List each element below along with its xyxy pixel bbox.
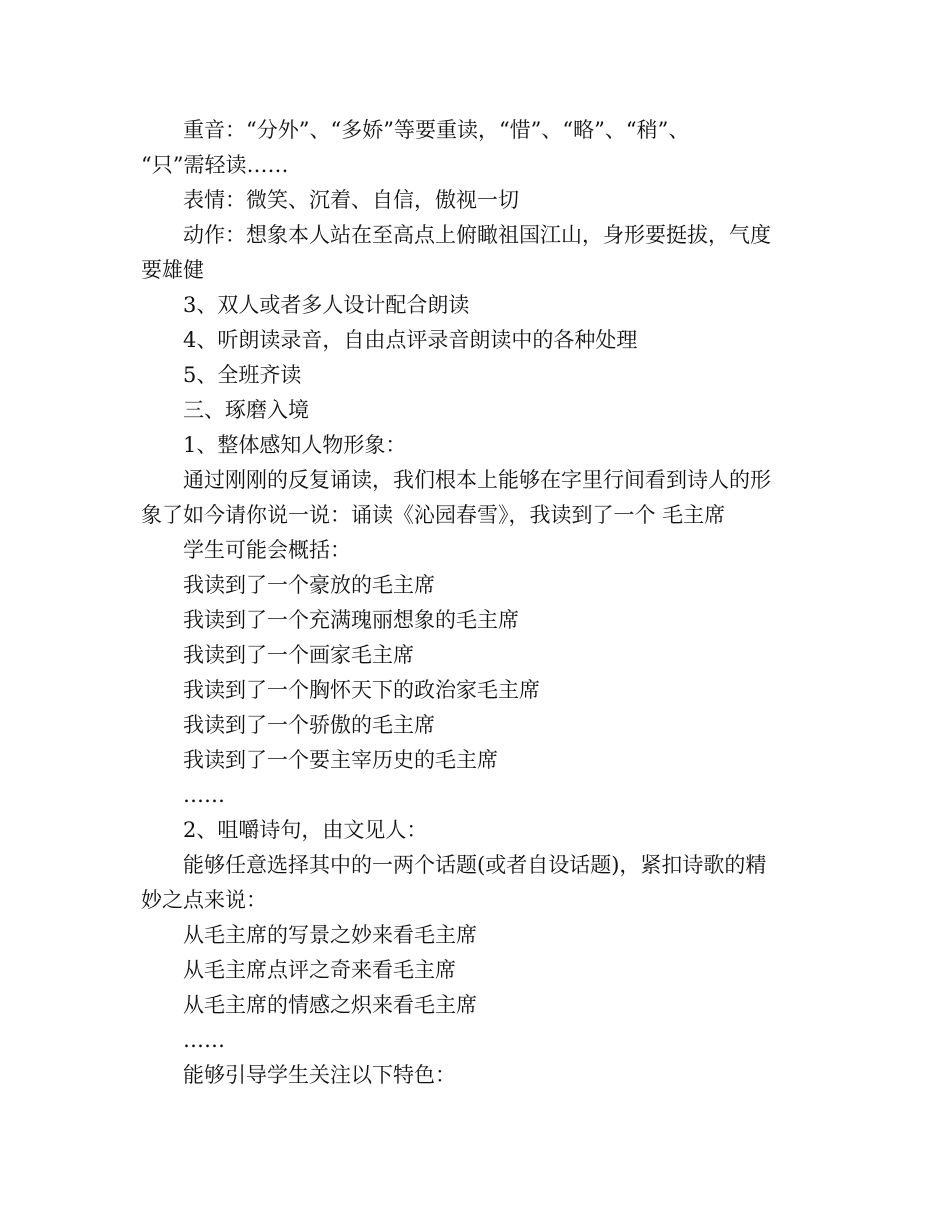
list-item: 我读到了一个画家毛主席: [183, 643, 414, 667]
text-line: 学生可能会概括：: [183, 538, 351, 562]
text-line: 3、双人或者多人设计配合朗读: [183, 293, 470, 317]
text-line: 要雄健: [141, 258, 204, 282]
list-item: 从毛主席的情感之炽来看毛主席: [183, 993, 477, 1017]
subsection-heading: 1、整体感知人物形象：: [183, 433, 407, 457]
text-line: 象了如今请你说一说：诵读《沁园春雪》，我读到了一个 毛主席: [141, 503, 726, 527]
list-item: 我读到了一个骄傲的毛主席: [183, 713, 435, 737]
text-line: 5、全班齐读: [183, 363, 302, 387]
list-item: 我读到了一个要主宰历史的毛主席: [183, 748, 498, 772]
document-body: [141, 113, 821, 1093]
text-line: 重音：“分外”、“多娇”等要重读，“惜”、“略”、“稍”、: [183, 118, 690, 142]
ellipsis: ……: [183, 783, 225, 807]
list-item: 我读到了一个充满瑰丽想象的毛主席: [183, 608, 519, 632]
ellipsis: ……: [183, 1028, 225, 1052]
text-line: 能够任意选择其中的一两个话题(或者自设话题)，紧扣诗歌的精: [183, 853, 767, 877]
list-item: 我读到了一个豪放的毛主席: [183, 573, 435, 597]
section-heading: 三、琢磨入境: [183, 398, 309, 422]
text-line: 动作：想象本人站在至高点上俯瞰祖国江山，身形要挺拔，气度: [183, 223, 771, 247]
list-item: 从毛主席点评之奇来看毛主席: [183, 958, 456, 982]
text-line: 通过刚刚的反复诵读，我们根本上能够在字里行间看到诗人的形: [183, 468, 771, 492]
list-item: 我读到了一个胸怀天下的政治家毛主席: [183, 678, 540, 702]
text-line: 妙之点来说：: [141, 888, 267, 912]
text-line: “只”需轻读……: [141, 153, 289, 177]
text-line: 能够引导学生关注以下特色：: [183, 1063, 456, 1087]
list-item: 从毛主席的写景之妙来看毛主席: [183, 923, 477, 947]
subsection-heading: 2、咀嚼诗句，由文见人：: [183, 818, 428, 842]
text-line: 表情：微笑、沉着、自信，傲视一切: [183, 188, 519, 212]
text-line: 4、听朗读录音，自由点评录音朗读中的各种处理: [183, 328, 638, 352]
